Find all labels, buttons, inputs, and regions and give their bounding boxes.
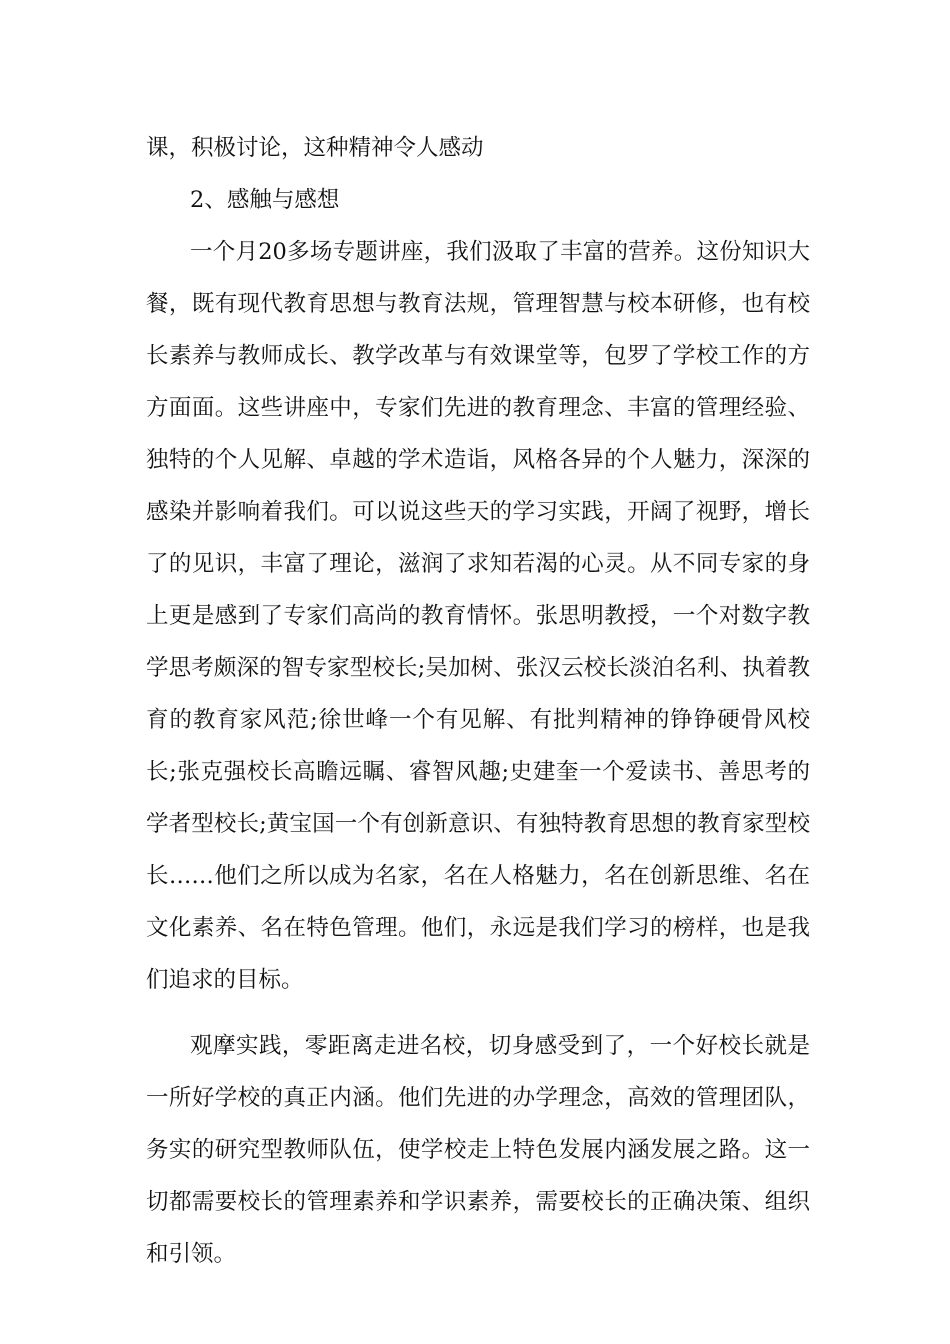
text-line: 感染并影响着我们。可以说这些天的学习实践，开阔了视野，增长 — [146, 499, 810, 525]
text-line: 一所好学校的真正内涵。他们先进的办学理念，高效的管理团队， — [146, 1085, 810, 1111]
text-line: 和引领。 — [146, 1241, 237, 1267]
text-line: 观摩实践，零距离走进名校，切身感受到了，一个好校长就是 — [190, 1033, 810, 1059]
text-line: 切都需要校长的管理素养和学识素养，需要校长的正确决策、组织 — [146, 1189, 810, 1215]
text-line: 长素养与教师成长、教学改革与有效课堂等，包罗了学校工作的方 — [146, 343, 810, 369]
text-line: 学者型校长;黄宝国一个有创新意识、有独特教育思想的教育家型校 — [146, 811, 810, 837]
text-line: 方面面。这些讲座中，专家们先进的教育理念、丰富的管理经验、 — [146, 395, 810, 421]
text-line: 务实的研究型教师队伍，使学校走上特色发展内涵发展之路。这一 — [146, 1137, 810, 1163]
text-line: 餐，既有现代教育思想与教育法规，管理智慧与校本研修，也有校 — [146, 291, 810, 317]
text-line: 学思考颇深的智专家型校长;吴加树、张汉云校长淡泊名利、执着教 — [146, 655, 810, 681]
text-line: 了的见识，丰富了理论，滋润了求知若渴的心灵。从不同专家的身 — [146, 551, 810, 577]
text-line: 育的教育家风范;徐世峰一个有见解、有批判精神的铮铮硬骨风校 — [146, 707, 810, 733]
text-line: 上更是感到了专家们高尚的教育情怀。张思明教授，一个对数字教 — [146, 603, 810, 629]
text-line: 长;张克强校长高瞻远瞩、睿智风趣;史建奎一个爱读书、善思考的 — [146, 759, 810, 785]
text-line: 文化素养、名在特色管理。他们，永远是我们学习的榜样，也是我 — [146, 915, 810, 941]
text-line: 课，积极讨论，这种精神令人感动 — [146, 135, 484, 161]
text-line: 一个月20多场专题讲座，我们汲取了丰富的营养。这份知识大 — [190, 239, 810, 265]
text-line: 独特的个人见解、卓越的学术造诣，风格各异的个人魅力，深深的 — [146, 447, 810, 473]
text-line: 们追求的目标。 — [146, 967, 304, 993]
text-line: 长……他们之所以成为名家，名在人格魅力，名在创新思维、名在 — [146, 863, 810, 889]
section-heading: 2、感触与感想 — [190, 187, 340, 213]
